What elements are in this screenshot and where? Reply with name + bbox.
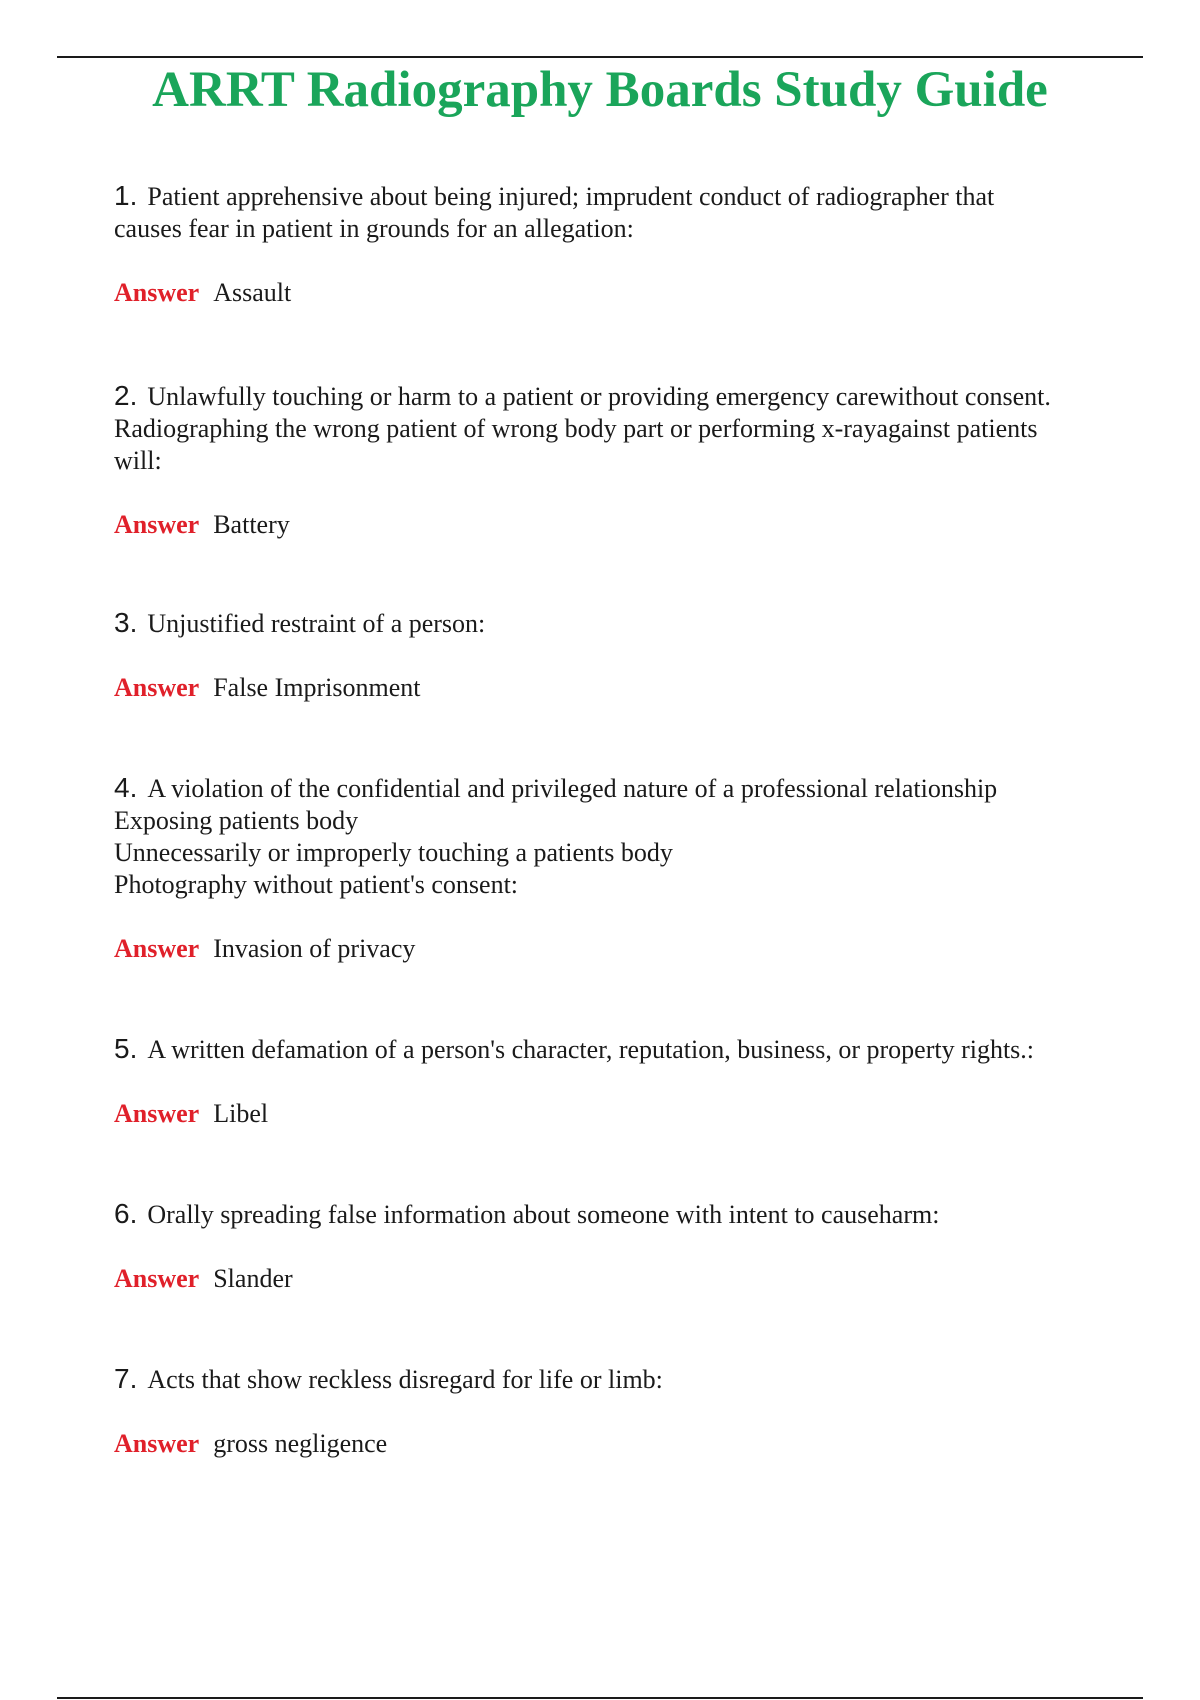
- answer-label: Answer: [114, 278, 200, 307]
- qa-list: [114, 180, 1144, 1460]
- question-line: A written defamation of a person's character, reputation, business, or property rights.:: [147, 1035, 1035, 1064]
- question-line: will:: [114, 446, 162, 475]
- answer-text: False Imprisonment: [213, 673, 421, 702]
- answer-label: Answer: [114, 1099, 200, 1128]
- question-line: Orally spreading false information about someone with intent to causeharm:: [147, 1200, 940, 1229]
- top-rule: [57, 56, 1143, 58]
- question-number: 2.: [114, 380, 138, 411]
- answer-label: Answer: [114, 673, 200, 702]
- question-number: 3.: [114, 607, 138, 638]
- question-number: 7.: [114, 1363, 138, 1394]
- qa-item-5: [114, 1033, 1144, 1130]
- answer: [114, 277, 1144, 309]
- question: [114, 180, 1144, 245]
- answer-text: Libel: [213, 1099, 269, 1128]
- question-number: 5.: [114, 1033, 138, 1064]
- answer: [114, 1263, 1144, 1295]
- answer-label: Answer: [114, 1264, 200, 1293]
- answer-label: Answer: [114, 1429, 200, 1458]
- qa-item-7: [114, 1363, 1144, 1460]
- question-line: Patient apprehensive about being injured; imprudent conduct of radiographer that: [147, 182, 995, 211]
- question-line: Unlawfully touching or harm to a patient or providing emergency carewithout consent.: [147, 382, 1051, 411]
- question: [114, 1033, 1144, 1066]
- answer: [114, 672, 1144, 704]
- question: [114, 1363, 1144, 1396]
- question: [114, 1198, 1144, 1231]
- answer: [114, 933, 1144, 965]
- qa-item-2: [114, 380, 1144, 541]
- question-line: causes fear in patient in grounds for an allegation:: [114, 214, 634, 243]
- question-line: Unnecessarily or improperly touching a patients body: [114, 838, 673, 867]
- answer-label: Answer: [114, 934, 200, 963]
- answer: [114, 509, 1144, 541]
- question: [114, 607, 1144, 640]
- question-number: 6.: [114, 1198, 138, 1229]
- question-line: Radiographing the wrong patient of wrong body part or performing x-rayagainst patients: [114, 414, 1038, 443]
- question: [114, 772, 1144, 901]
- qa-item-4: [114, 772, 1144, 965]
- question-line: Acts that show reckless disregard for life or limb:: [147, 1365, 663, 1394]
- qa-item-3: [114, 607, 1144, 704]
- answer-text: gross negligence: [213, 1429, 388, 1458]
- answer-label: Answer: [114, 510, 200, 539]
- bottom-rule: [57, 1697, 1143, 1699]
- answer-text: Invasion of privacy: [213, 934, 416, 963]
- question: [114, 380, 1144, 477]
- qa-item-6: [114, 1198, 1144, 1295]
- answer-text: Slander: [213, 1264, 293, 1293]
- answer-text: Assault: [213, 278, 292, 307]
- question-line: Exposing patients body: [114, 806, 359, 835]
- question-number: 4.: [114, 772, 138, 803]
- answer: [114, 1428, 1144, 1460]
- question-line: Photography without patient's consent:: [114, 870, 519, 899]
- qa-item-1: [114, 180, 1144, 309]
- answer: [114, 1098, 1144, 1130]
- page-title: ARRT Radiography Boards Study Guide: [152, 62, 1048, 118]
- question-number: 1.: [114, 180, 138, 211]
- question-line: Unjustified restraint of a person:: [147, 609, 486, 638]
- answer-text: Battery: [213, 510, 290, 539]
- question-line: A violation of the confidential and privileged nature of a professional relationship: [147, 774, 998, 803]
